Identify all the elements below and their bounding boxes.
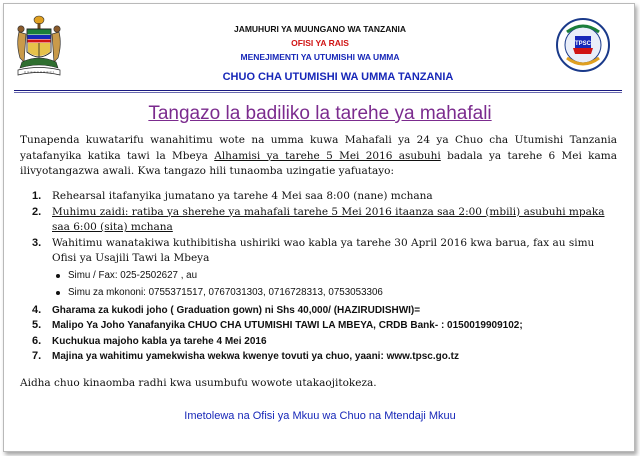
- contact-phone-fax: Simu / Fax: 025-2502627 , au: [20, 267, 620, 284]
- list-item-text: Gharama za kukodi joho ( Graduation gown) ni Shs 40,000/ (HAZIRUDISHWI)=: [52, 304, 421, 316]
- header-institution: CHUO CHA UTUMISHI WA UMMA TANZANIA: [222, 71, 454, 83]
- intro-text-1: Tunapenda kuwatarifu wanahitimu wote na umma kuwa Mahafali ya 24 ya Chuo cha Utumishi Tanzania yatafanyika katika tawi la Mbeya: [20, 134, 617, 162]
- list-item: [20, 349, 620, 365]
- tpsc-logo-text: TPSC: [574, 41, 592, 47]
- list-item-number: 5.: [32, 319, 42, 331]
- list-item-text: Muhimu zaidi: ratiba ya sherehe ya mahafali tarehe 5 Mei 2016 itaanza saa 2:00 (mbili) asubuhi mpaka saa 6:00 (sita) mchana: [52, 205, 605, 233]
- intro-date-highlight: Alhamisi ya tarehe 5 Mei 2016 asubuhi: [214, 149, 441, 162]
- list-item-number: 6.: [32, 334, 42, 347]
- list-item-number: 1.: [32, 190, 42, 202]
- list-item: [20, 318, 620, 334]
- page-title: Tangazo la badiliko la tarehe ya mahafali: [148, 103, 492, 124]
- contact-mobile: Simu za mkononi: 0755371517, 0767031303, 0716728313, 0753053306: [20, 284, 620, 301]
- intro-text-2: badala ya tarehe 6 Mei kama ilivyotangazwa awali. Kwa tangazo hili tunaomba uzingatie yafuatayo:: [20, 149, 617, 177]
- list-item: [20, 205, 620, 236]
- list-item-text: Malipo Ya Joho Yanafanyika CHUO CHA UTUMISHI TAWI LA MBEYA, CRDB Bank- : 0150019909102;: [52, 320, 523, 331]
- list-item-text: Kuchukua majoho kabla ya tarehe 4 Mei 2016: [52, 335, 267, 347]
- intro-paragraph: [20, 133, 617, 180]
- list-item: [20, 334, 620, 350]
- issued-by-footer: Imetolewa na Ofisi ya Mkuu wa Chuo na Mtendaji Mkuu: [184, 410, 456, 422]
- list-item-number: 2.: [32, 205, 42, 218]
- list-item-number: 4.: [32, 303, 42, 316]
- header-divider: [14, 90, 622, 91]
- header-office: OFISI YA RAIS: [291, 38, 349, 48]
- list-item-text: Majina ya wahitimu yamekwisha wekwa kwenye tovuti ya chuo, yaani: www.tpsc.go.tz: [52, 351, 459, 362]
- list-item: [20, 303, 620, 319]
- closing-remark: Aidha chuo kinaomba radhi kwa usumbufu wowote utakaojitokeza.: [20, 377, 377, 389]
- list-item-number: 7.: [32, 350, 42, 362]
- header-department: MENEJIMENTI YA UTUMISHI WA UMMA: [240, 52, 400, 62]
- header-divider-secondary: [14, 92, 622, 93]
- list-item: [20, 236, 620, 267]
- instructions-list: [20, 189, 620, 365]
- list-item-number: 3.: [32, 236, 42, 249]
- list-item: [20, 189, 620, 205]
- header-country: JAMUHURI YA MUUNGANO WA TANZANIA: [233, 24, 407, 34]
- list-item-text: Wahitimu wanatakiwa kuthibitisha ushiriki wao kabla ya tarehe 30 April 2016 kwa barua, fax au simu Ofisi ya Usajili Tawi la Mbeya: [52, 236, 595, 264]
- list-item-text: Rehearsal itafanyika jumatano ya tarehe 4 Mei saa 8:00 (nane) mchana: [52, 190, 433, 202]
